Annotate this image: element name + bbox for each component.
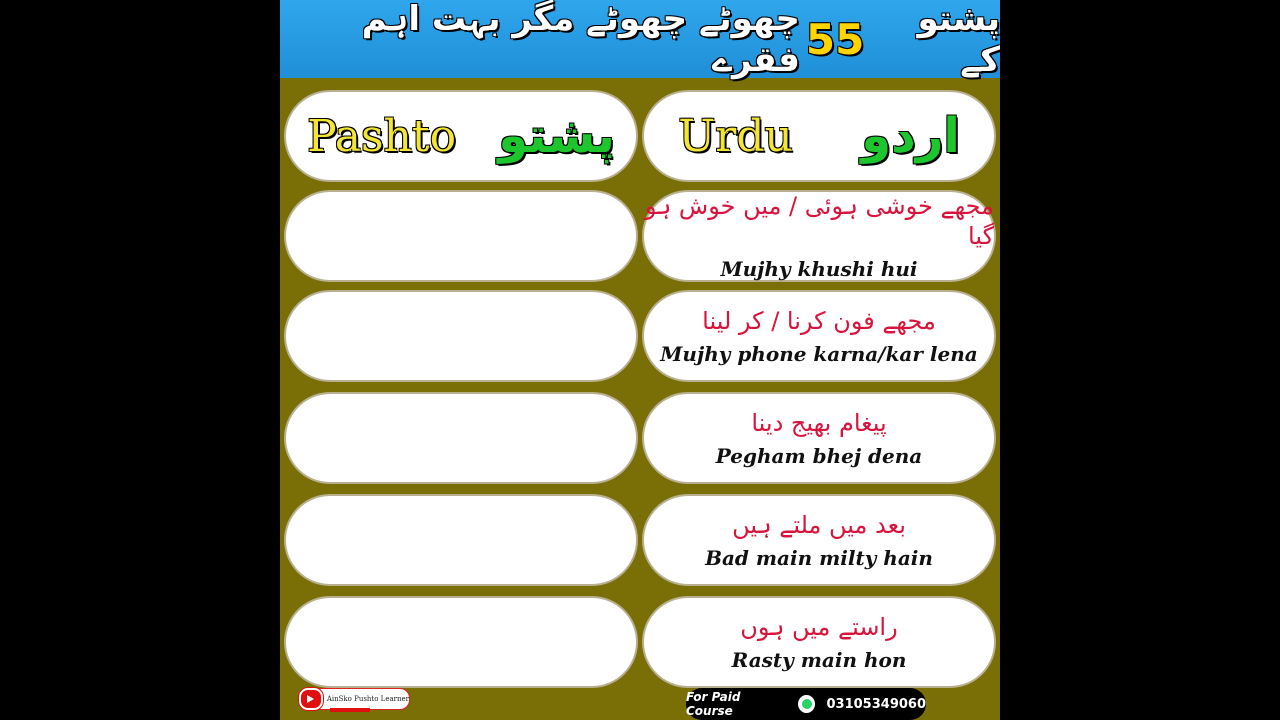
urdu-phrase-box [644,496,994,584]
urdu-phrase: مجھے خوشی ہوئی / میں خوش ہو گیا [644,192,994,250]
title-number: 55 [805,14,865,64]
pashto-header-native: پشتو [498,108,615,164]
urdu-phrase-box [644,394,994,482]
roman-phrase: Mujhy phone karna/kar lena [660,342,978,366]
roman-phrase: Mujhy khushi hui [720,257,918,281]
channel-badge[interactable] [300,688,410,710]
urdu-phrase: مجھے فون کرنا / کر لینا [702,307,936,335]
title-banner [280,0,1000,78]
urdu-phrase: پیغام بھیج دینا [751,409,887,437]
roman-phrase: Rasty main hon [731,648,907,672]
pashto-answer-box [286,496,636,584]
pashto-answer-box [286,192,636,280]
urdu-phrase: راستے میں ہوں [740,613,898,641]
phone-number: 03105349060 [826,696,926,712]
whatsapp-icon [798,695,815,713]
pashto-column-header [286,92,636,180]
pashto-answer-box [286,292,636,380]
title-text-end: چھوٹے چھوٹے مگر بہت اہم فقرے [361,0,800,80]
urdu-header-latin: Urdu [678,110,793,162]
pashto-answer-box [286,394,636,482]
channel-underline [330,708,370,712]
pashto-header-latin: Pashto [307,110,457,162]
phrase-card-panel [280,0,1000,720]
urdu-phrase-box [644,598,994,686]
urdu-phrase-box [644,192,994,280]
roman-phrase: Pegham bhej dena [715,444,923,468]
channel-name: AinSko Pushto Learner [326,695,409,703]
youtube-icon [299,688,323,710]
urdu-header-native: اردو [861,108,960,164]
urdu-phrase: بعد میں ملتے ہیں [732,511,906,539]
urdu-phrase-box [644,292,994,380]
urdu-column-header [644,92,994,180]
roman-phrase: Bad main milty hain [705,546,933,570]
paid-course-label: For Paid Course [686,690,741,718]
title-text-start: پشتو کے [917,0,1000,80]
pashto-answer-box [286,598,636,686]
paid-course-contact[interactable] [686,688,926,720]
